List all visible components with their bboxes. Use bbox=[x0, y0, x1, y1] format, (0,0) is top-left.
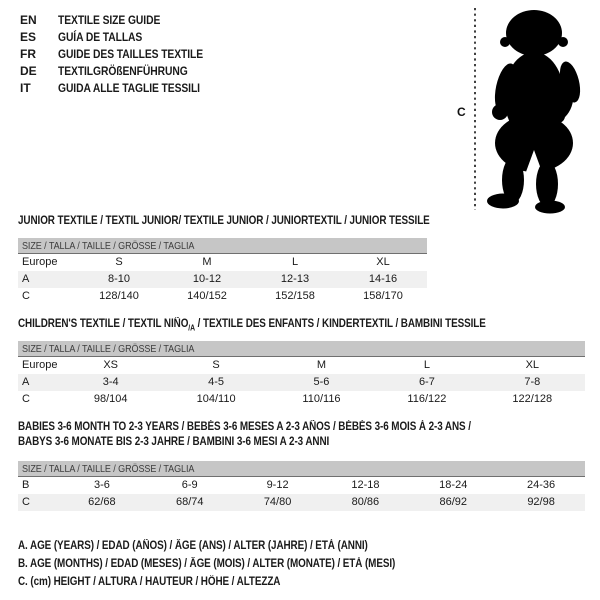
age-cell: 6-7 bbox=[418, 376, 435, 388]
age-cell: 12-13 bbox=[280, 273, 310, 285]
language-row-it bbox=[20, 80, 227, 97]
height-cell: 86/92 bbox=[439, 496, 467, 508]
row-label: Europe bbox=[22, 256, 58, 268]
age-cell: 3-4 bbox=[102, 376, 119, 388]
row-label: C bbox=[22, 496, 30, 508]
height-cell: 62/68 bbox=[88, 496, 116, 508]
language-code: ES bbox=[20, 30, 37, 44]
age-cell: 12-18 bbox=[351, 479, 380, 491]
row-label: B bbox=[22, 479, 30, 491]
row-label: C bbox=[22, 290, 30, 302]
height-cell: 152/158 bbox=[275, 290, 315, 302]
size-cell: XL bbox=[376, 256, 390, 268]
age-cell: 4-5 bbox=[208, 376, 225, 388]
language-code: IT bbox=[20, 81, 31, 95]
size-header-text: SIZE / TALLA / TAILLE / GRÖSSE / TAGLIA bbox=[22, 343, 195, 355]
babies-title-line2: BABYS 3-6 MONATE BIS 2-3 JAHRE / BAMBINI 3-6 MESI A 2-3 ANNI bbox=[18, 435, 330, 448]
table-row-height bbox=[18, 391, 585, 408]
children-table bbox=[18, 341, 585, 408]
junior-table bbox=[18, 238, 427, 305]
baby-figure-svg bbox=[450, 2, 595, 214]
children-table-title bbox=[18, 318, 562, 332]
table-row-europe bbox=[18, 254, 427, 271]
age-cell: 8-10 bbox=[107, 273, 131, 285]
babies-title-line1: BABIES 3-6 MONTH TO 2-3 YEARS / BEBÉS 3-6 MESES A 2-3 AÑOS / BÉBÉS 3-6 MOIS À 2-3 ANS / bbox=[18, 421, 471, 433]
height-cell: 74/80 bbox=[263, 496, 292, 508]
language-row-de bbox=[20, 63, 227, 80]
table-row-age bbox=[18, 271, 427, 288]
height-cell: 92/98 bbox=[527, 496, 555, 508]
junior-table-title bbox=[18, 215, 497, 227]
baby-height-figure bbox=[450, 2, 595, 214]
footnote-a: A. AGE (YEARS) / EDAD (AÑOS) / ÂGE (ANS) / ALTER (JAHRE) / ETÀ (ANNI) bbox=[18, 540, 368, 552]
row-label: C bbox=[22, 393, 30, 405]
age-cell: 3-6 bbox=[93, 479, 110, 491]
language-title: GUIDE DES TAILLES TEXTILE bbox=[58, 47, 204, 61]
row-label: A bbox=[22, 376, 30, 388]
age-cell: 6-9 bbox=[181, 479, 198, 491]
footnote-c: C. (cm) HEIGHT / ALTURA / HAUTEUR / HÖHE / ALTEZZA bbox=[18, 576, 281, 588]
language-title-list bbox=[20, 12, 227, 97]
age-cell: 24-36 bbox=[527, 479, 556, 491]
size-cell: M bbox=[316, 359, 327, 371]
size-header-bar bbox=[18, 461, 585, 477]
height-cell: 122/128 bbox=[512, 393, 553, 405]
language-row-fr bbox=[20, 46, 227, 63]
age-cell: 7-8 bbox=[524, 376, 541, 388]
language-title: TEXTILE SIZE GUIDE bbox=[58, 13, 161, 27]
age-cell: 18-24 bbox=[439, 479, 468, 491]
size-cell: XL bbox=[525, 359, 540, 371]
table-row-europe bbox=[18, 357, 585, 374]
size-cell: S bbox=[115, 256, 123, 268]
babies-table-title bbox=[18, 420, 545, 449]
height-label: C bbox=[457, 105, 466, 119]
baby-silhouette bbox=[487, 10, 584, 214]
babies-table bbox=[18, 461, 585, 511]
height-cell: 104/110 bbox=[196, 393, 236, 405]
subscript-text: /A bbox=[188, 323, 196, 333]
age-cell: 14-16 bbox=[368, 273, 398, 285]
height-cell: 80/86 bbox=[351, 496, 380, 508]
language-code: FR bbox=[20, 47, 36, 61]
junior-table-title-text: JUNIOR TEXTILE / TEXTIL JUNIOR/ TEXTILE JUNIOR / JUNIORTEXTIL / JUNIOR TESSILE bbox=[18, 215, 430, 227]
children-table-title-text: CHILDREN'S TEXTILE / TEXTIL $NIÑO_{/A}$ / TEXTILE DES ENFANTS / KINDERTEXTIL / BAMBINI TESSILE bbox=[18, 318, 486, 333]
language-title: GUIDA ALLE TAGLIE TESSILI bbox=[58, 81, 200, 95]
size-header-bar bbox=[18, 238, 427, 254]
language-row-en bbox=[20, 12, 227, 29]
language-row-es bbox=[20, 29, 227, 46]
language-title: TEXTILGRÖßENFÜHRUNG bbox=[58, 64, 188, 78]
table-row-age bbox=[18, 374, 585, 391]
language-title: GUÍA DE TALLAS bbox=[58, 30, 143, 44]
size-cell: S bbox=[212, 359, 220, 371]
height-cell: 128/140 bbox=[99, 290, 139, 302]
size-header-bar bbox=[18, 341, 585, 357]
legend-footnotes bbox=[18, 537, 457, 591]
size-cell: L bbox=[423, 359, 430, 371]
height-cell: 68/74 bbox=[175, 496, 204, 508]
table-row-age-months bbox=[18, 477, 585, 494]
row-label: A bbox=[22, 273, 30, 285]
height-cell: 140/152 bbox=[187, 290, 227, 302]
language-code: DE bbox=[20, 64, 37, 78]
size-header-text: SIZE / TALLA / TAILLE / GRÖSSE / TAGLIA bbox=[22, 240, 195, 252]
size-cell: XS bbox=[103, 359, 119, 371]
height-cell: 110/116 bbox=[302, 393, 341, 405]
table-row-height bbox=[18, 288, 427, 305]
footnote-b: B. AGE (MONTHS) / EDAD (MESES) / ÂGE (MOIS) / ALTER (MONATE) / ETÀ (MESI) bbox=[18, 558, 396, 570]
language-code: EN bbox=[20, 13, 37, 27]
age-cell: 9-12 bbox=[266, 479, 289, 491]
table-row-height bbox=[18, 494, 585, 511]
row-label: Europe bbox=[22, 359, 58, 371]
height-cell: 158/170 bbox=[363, 290, 403, 302]
height-cell: 116/122 bbox=[407, 393, 447, 405]
height-cell: 98/104 bbox=[93, 393, 128, 405]
size-header-text: SIZE / TALLA / TAILLE / GRÖSSE / TAGLIA bbox=[22, 463, 195, 475]
size-cell: M bbox=[202, 256, 212, 268]
size-cell: L bbox=[291, 256, 299, 268]
age-cell: 10-12 bbox=[192, 273, 222, 285]
age-cell: 5-6 bbox=[313, 376, 330, 388]
